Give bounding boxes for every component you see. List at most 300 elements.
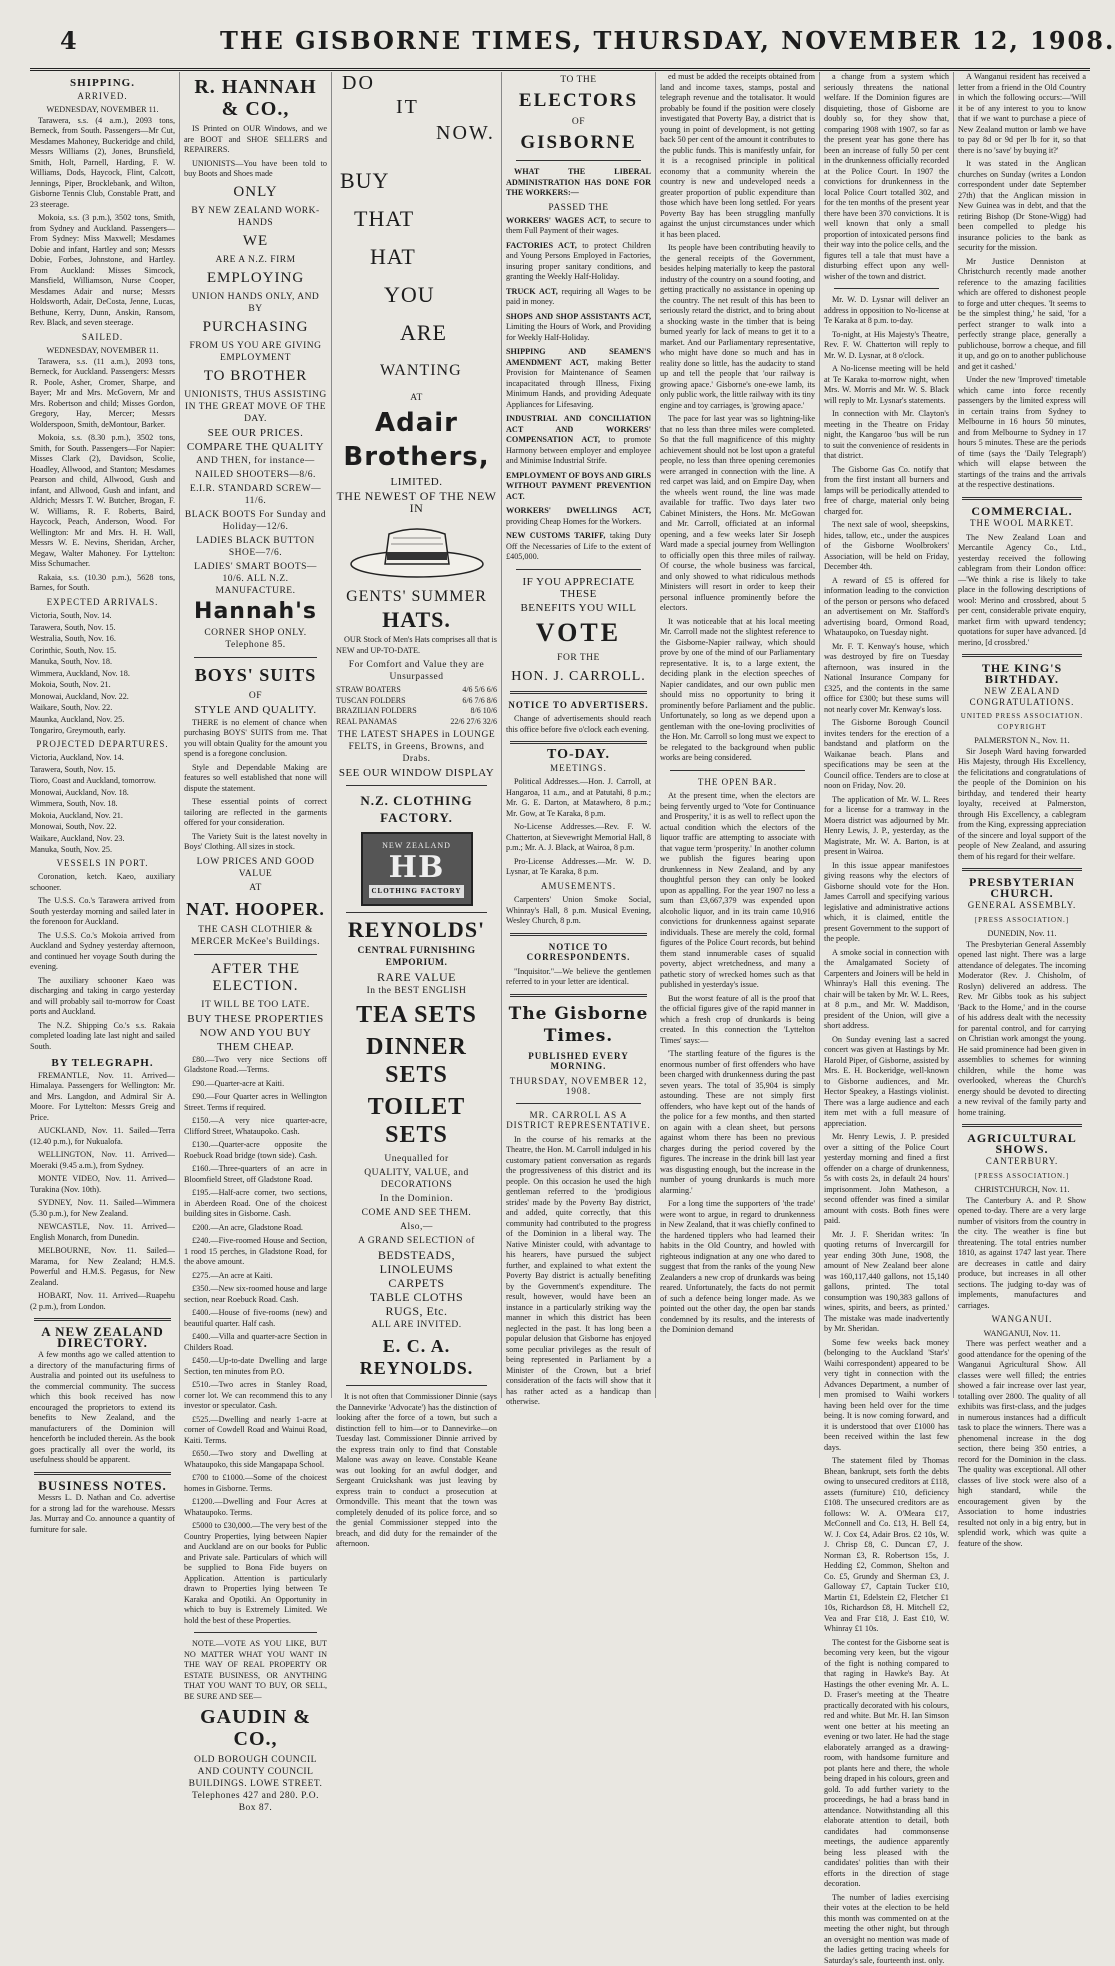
news-paragraph: The Gisborne Gas Co. notify that from the first instant all burners and lamps will be periodically attended to free of charge, material only being charged for. [824, 465, 949, 518]
act-body: to promote Harmony between employer and employee and Minimise Industrial Strife. [506, 435, 651, 465]
notice-adv-heading: NOTICE TO ADVERTISERS. [506, 700, 651, 711]
divider [510, 933, 647, 936]
boys-style: STYLE AND QUALITY. [184, 704, 327, 716]
reynolds-name: REYNOLDS' [336, 919, 497, 941]
list-item: Tongariro, Greymouth, early. [30, 726, 175, 737]
list-item: Manuka, South, Nov. 18. [30, 657, 175, 668]
telegraph-paragraph: MELBOURNE, Nov. 11. Sailed—Marama, for New Zealand; H.M.S. Powerful and H.M.S. Pegasus, for New Zealand. [30, 1246, 175, 1288]
news-paragraph: The statement filed by Thomas Bhean, bankrupt, sets forth the debts owing to unsecured creditors at £118, assets (furniture) £10, deficiency £108. The unsecured creditors are as follows: W. A. O'Meara £17, McConnell and Co. £13, H. Bell £4, W. J. Cox £4, Adair Bros. £2 10s, W. J. Chrisp £8, C. Duncan £7, J. Norman £3, R. Robertson 15s, J. Hedding £2, Common, Shelton and Co. £5, Grundy and Sherman £3, J. Galloway £7, Captain Tucker £10, Martin £1, Edelstein £2, Fletcher £1 10s, Richardson £8, H. Mitchell £2, Vea and Frar £18, J. East £10, W. Whinray £1 10s. [824, 1456, 949, 1635]
telegraph-paragraph: AUCKLAND, Nov. 11. Sailed—Terra (12.40 p.m.), for Nukualofa. [30, 1126, 175, 1147]
projected-heading: PROJECTED DEPARTURES. [30, 739, 175, 750]
divider [516, 1103, 641, 1104]
amusements-heading: AMUSEMENTS. [506, 881, 651, 892]
press-assoc: [PRESS ASSOCIATION.] [958, 915, 1086, 926]
editorial-paragraph: It was noticeable that at his local meeting Mr. Carroll made not the slightest reference to the Gisborne-Napier railway, which should prove by one of the mind of our Parliamentary representative. It is, to a large extent, the deciding plank in the election speeches of Napier candidates, and our own public men should miss no opportunity to bring it prominently before Parliament and the public. Unfortunately, so long as we depend upon a gentleman with the one-loving proclivities of the Hon. Mr. Carroll so long must we expect to be relegated to the background when public works are being considered. [660, 617, 815, 764]
price-value: 6/6 7/6 8/6 [462, 696, 497, 707]
property-listing: £130.—Quarter-acre opposite the Roebuck Road bridge (town side). Cash. [184, 1140, 327, 1161]
boys-suits: BOYS' SUITS [184, 664, 327, 686]
divider [34, 1472, 171, 1475]
open-bar-heading: THE OPEN BAR. [660, 777, 815, 788]
divider [346, 912, 487, 913]
telegraph-paragraph: HOBART, Nov. 11. Arrived—Ruapehu (2 p.m.), from London. [30, 1291, 175, 1312]
hannah-paragraph: IS Printed on OUR Windows, and we are BOOT and SHOE SELLERS and REPAIRERS. [184, 124, 327, 156]
arrived-heading: ARRIVED. [30, 91, 175, 102]
directory-paragraph: A few months ago we called attention to a directory of the manufacturing firms of Australia and pointed out its usefulness to the commercial community. The success which this book received has now encouraged the proprietors to extend its benefits to New Zealand, and the manufacturers of the Dominion will henceforth be included therein. As the book goes practically all over the world, its usefulness should be apparent. [30, 1350, 175, 1466]
editorial-paragraph: The pace for last year was so lightning-like that no less than three miles were completed. So that the full magnificence of this mighty achievement should not be lost upon a grateful people, no less than three opening ceremonies were arranged in connection with the line. A red carpet was laid, and on Empire Day, when the wheels went round, the line was made available for traffic. Two days later two Cabinet Ministers, the Hons. Mr. McGowan and Mr. Carroll, officiated at an informal opening, and a few weeks later Sir Joseph Ward made a special journey from Wellington to officially open this three miles of railway. Of course, the whole business was farcical, and only showed to what ridiculous methods Ministers will resort in order to keep their personal influence prominently before the electors. [660, 414, 815, 614]
dateline: PALMERSTON N., Nov. 11. [958, 736, 1086, 747]
editorial-paragraph: 'The startling feature of the figures is the enormous number of first offenders who have been charged with drunkenness during the past seven years. The total of 35,904 is simply astounding. These are not simply first offenders, who have kept out of the hands of the police for a few months, and then started on again with a clean sheet, but persons against whom there has been no previous charges during the period covered by the figures. The increase in the drink bill last year was disgusting enough, but the increase in the number of young drunkards is much more alarming.' [660, 1049, 815, 1196]
act-item [506, 471, 651, 503]
hats-comfort: For Comfort and Value they are Unsurpassed [336, 659, 497, 683]
editorial-paragraph: Its people have been contributing heavily to the general receipts of the Government, besides helping materially to keep the pastoral industry of the country on a sound footing, and getting practically no assistance in opening up the country. The net result of this has been to seriously retard the district, and to bring about a shocking waste in the timber that is being burned yearly for lack of means to get it to a market. And our Parliamentary representative, who might have done so much and has in reality done so little, has the audacity to stand up and tell the people that 'our railway is growing apace.' Gisborne's one-ewe lamb, its only public work, the little railway with its tiny engine and toy carriages, is 'growing apace.' [660, 243, 815, 411]
telegraph-paragraph: SYDNEY, Nov. 11. Sailed—Wimmera (5.30 p.m.), for New Zealand. [30, 1198, 175, 1219]
adair-name: Brothers, [336, 442, 497, 472]
nz-factory: N.Z. CLOTHING FACTORY. [336, 792, 497, 826]
divider [194, 657, 317, 658]
act-title: SHOPS AND SHOP ASSISTANTS ACT, [506, 312, 651, 321]
dateline: WANGANUI, Nov. 11. [958, 1329, 1086, 1340]
list-item: Wimmera, South, Nov. 18. [30, 799, 175, 810]
boys-of: OF [184, 690, 327, 702]
hb-bottom: CLOTHING FACTORY [369, 885, 465, 898]
buy-word: ARE [340, 314, 497, 352]
divider [670, 770, 805, 771]
hannah-line: UNION HANDS ONLY, AND BY [184, 291, 327, 315]
list-item: Mokoia, Auckland, Nov. 21. [30, 811, 175, 822]
news-paragraph: In connection with Mr. Clayton's meeting in the Theatre on Friday night, the Kangaroo 'bus will be run to suit the convenience of residents in that district. [824, 409, 949, 462]
news-paragraph: Some few weeks back money (belonging to the Auckland 'Star's' Waihi correspondent) appeared to be very tight in connection with the Advances Department, a number of men promised to Waihi workers having been held over for the time being. It is now coming forward, and it is understood that over £1000 has been received within the last few days. [824, 1338, 949, 1454]
boys-paragraph: The Variety Suit is the latest novelty in Boys' Clothing. All sizes in stock. [184, 832, 327, 853]
reynolds-item: RUGS, Etc. [336, 1305, 497, 1317]
boys-low-prices: LOW PRICES AND GOOD VALUE [184, 856, 327, 880]
adair-limited: LIMITED. [336, 476, 497, 488]
news-paragraph: A reward of £5 is offered for information leading to the conviction of the person or persons who defaced an advertisement on Mr. Stafford's advertising board, Ormond Road, Whataupoko, on Tuesday night. [824, 576, 949, 639]
business-paragraph: Messrs L. D. Nathan and Co. advertise for a strong lad for the warehouse. Messrs Jas. Murray and Co. announce a quantity of furniture for sale. [30, 1493, 175, 1535]
act-title: WORKERS' WAGES ACT, [506, 216, 606, 225]
notice-corr-paragraph: "Inquisitor."—We believe the gentlemen referred to in your letter are identical. [506, 967, 651, 988]
news-paragraph: The contest for the Gisborne seat is becoming very keen, but the vigour of the fight is nothing compared to that raging in Hawke's Bay. At Hastings the other evening Mr. A. L. D. Fraser's meeting at the Theatre practically decorated with his colours, red and white. But Mr. H. Ian Simson went one better at his meeting an evening or two later. He had the stage elaborately arranged as a drawing-room, with handsome furniture and pot plants here and there, the whole being draped in his colours, green and gold. To add further variety to the proceedings, he had a brass band in attendance. Notwithstanding all this elaborate attention to detail, both candidates had commonsense meetings, the audience apparently being less pleased with the candidates' polities than with their efforts in the direction of stage decoration. [824, 1638, 949, 1890]
meetings-heading: MEETINGS. [506, 763, 651, 774]
kings-birthday-heading: THE KING'S BIRTHDAY. [958, 663, 1086, 684]
hb-mid: HB [389, 851, 445, 885]
property-listing: £240.—Five-roomed House and Section, 1 rood 15 perches, in Gladstone Road, for the above amount. [184, 1236, 327, 1268]
hb-top: NEW ZEALAND [382, 841, 451, 852]
news-paragraph: A No-license meeting will be held at Te Karaka to-morrow night, when Mrs. W. Morris and Mr. W. S. Black will reply to Mr. Lysnar's statements. [824, 364, 949, 406]
property-listing: £275.—An acre at Kaiti. [184, 1271, 327, 1282]
buy-word: THAT [340, 200, 497, 238]
hats-window: SEE OUR WINDOW DISPLAY [336, 767, 497, 779]
act-item [506, 312, 651, 344]
adair-at: AT [336, 392, 497, 404]
act-body: to protect Children and Young Persons Employed in Factories, insuring proper sanitary conditions, and granting the Weekly Half-Holiday. [506, 241, 651, 282]
shipping-heading: SHIPPING. [30, 78, 175, 89]
wool-paragraph: The New Zealand Loan and Mercantile Agency Co., Ltd., yesterday received the following cablegram from their London office:—'We think a rise is likely to take place in the following descriptions of wool: Merino and crossbred, about 5 per cent, considerable private enquiry, market firm with upward tendency; quotations for super have advanced. [d merino, [d crossbred.' [958, 533, 1086, 649]
press-assoc: [PRESS ASSOCIATION.] [958, 1171, 1086, 1182]
reynolds-item: LINOLEUMS [336, 1263, 497, 1275]
do-it-now [336, 72, 497, 162]
editorial-paragraph: At the present time, when the electors are being fervently urged to 'Vote for Continuance and Prosperity,' it is as well to reflect upon the actual condition which the electors of the liquor traffic are attempting to associate with that vague term 'prosperity.' In another column we publish the figures bearing upon drunkenness in New Zealand, and by any thoughtful person they can only be looked upon as appalling. For the year 1907 no less a sum than £3,667,379 was expended upon alcoholic liquor, and in its train came 10,916 convictions for drunkenness against separate individuals. These are merely the cold, formal figures of the Police Court records, but behind them stand innumerable cases of squalid poverty, abject wretchedness, and many a pathetic story of wrecked homes such as that published in yesterday's issue. [660, 791, 815, 991]
act-item [506, 414, 651, 467]
reynolds-line: In the Dominion. [336, 1193, 497, 1205]
editorial-paragraph: But the worst feature of all is the proof that the official figures give of the rapid manner in which a fresh crop of drunkards is being created. In this connection the 'Lyttelton Times' says:— [660, 994, 815, 1047]
divider [834, 288, 939, 289]
hooper-name: NAT. HOOPER. [184, 898, 327, 920]
hats-paragraph: OUR Stock of Men's Hats comprises all that is NEW and UP-TO-DATE. [336, 635, 497, 656]
notice-adv-paragraph: Change of advertisements should reach this office before five o'clock each evening. [506, 714, 651, 735]
news-paragraph: The application of Mr. W. L. Rees for a license for a tramway in the Moera district was adjourned by Mr. Henry Lewis, J. P., yesterday, as the Magistrate, Mr. W. A. Barton, is at present in Wairoa. [824, 795, 949, 858]
divider [962, 654, 1082, 657]
toilet-sets: TOILET SETS [336, 1093, 497, 1149]
column-ads-center [336, 72, 502, 1398]
hannah-line: AND THEN, for instance— [184, 455, 327, 467]
list-item: Manuka, South, Nov. 25. [30, 845, 175, 856]
telegraph-paragraph: FREMANTLE, Nov. 11. Arrived—Himalaya. Passengers for Wellington: Mr. and Mrs. Langdon, and Admiral Sir A. Moore. For Lyttelton: Messrs Greig and Price. [30, 1071, 175, 1124]
hooper-sub: THE CASH CLOTHIER & MERCER McKee's Buildings. [184, 924, 327, 948]
act-title: SHIPPING AND SEAMEN'S AMENDMENT ACT, [506, 347, 651, 367]
hannah-name: R. HANNAH & CO., [184, 76, 327, 120]
hannah-purchasing: PURCHASING [184, 319, 327, 336]
gaudin-note: NOTE.—VOTE AS YOU LIKE, BUT NO MATTER WHAT YOU WANT IN THE WAY OF REAL PROPERTY OR ESTATE BUSINESS, OR ANYTHING THAT YOU WANT TO BUY, OR SELL, BE SURE AND SEE— [184, 1639, 327, 1702]
property-listing: £700 to £1000.—Some of the choicest homes in Gisborne. Terms. [184, 1473, 327, 1494]
act-item [506, 531, 651, 563]
news-paragraph: Mr. J. F. Sheridan writes: 'In quoting returns of Invercargill for year ending 30th June, 1908, the amount of New Zealand beer alone was 160,117,440 gallons, not 15,140 gallons, printed. The total consumption was 190,383 gallons of wines, spirits, and beers, as printed.' The mistake was made inadvertently by Mr. Sheridan. [824, 1230, 949, 1335]
published-line: PUBLISHED EVERY MORNING. [506, 1051, 651, 1072]
to-the: TO THE [506, 74, 651, 86]
news-paragraph: A smoke social in connection with the Amalgamated Society of Carpenters and Joiners will be held in Whinray's Hall this evening. The chair will be taken by Mr. W. L. Rees, at 8 p.m., and Mr. W. Maddison, president of the Union, will give a short address. [824, 948, 949, 1032]
news-paragraph: Mr. Henry Lewis, J. P. presided over a sitting of the Police Court yesterday morning and fined a first offender on a charge of drunkenness, 5s with costs 2s, in default 24 hours' imprisonment. John Matheson, a second offender was fined a similar amount with costs. Both fines were paid. [824, 1132, 949, 1227]
divider [346, 785, 487, 786]
carroll-article-paragraph: In the course of his remarks at the Theatre, the Hon. M. Carroll indulged in his customary patient conversation as regards the progressiveness of this district and its people. On this occasion he used the high gentleman referred to the 'prodigious strides' made by the Poverty Bay district, and added, quite correctly, that this community had contributed to the progress of the Dominion in a liberal way. The Native Minister could, with advantage to his hearers, have pursued the subject further, and explained to what extent the Poverty Bay district is actually benefiting by the Government's expenditure. The result, however, would have been an instance in a particularly striking way the manner in which this district has been neglected in the past. It has long been a popular delusion that Gisborne has enjoyed some peculiar privileges as the result of being represented in Parliament by a Minister of the Crown, but a brief consideration of the facts will show that it has rather acted as a handicap than otherwise. [506, 1135, 651, 1408]
masthead-title: THE GISBORNE TIMES, THURSDAY, NOVEMBER 12, 1908. [220, 26, 1115, 55]
act-item [506, 287, 651, 308]
list-item: Waikare, South, Nov. 22. [30, 703, 175, 714]
arrived-date: WEDNESDAY, NOVEMBER 11. [30, 105, 175, 116]
hannah-compare: COMPARE THE QUALITY [184, 441, 327, 453]
meetings-paragraph: No-License Addresses.—Rev. F. W. Chatterton, at Sievewright Memorial Hall, 8 p.m.; Mr. A. J. Black, at Wairoa, 8 p.m. [506, 822, 651, 854]
act-item [506, 241, 651, 283]
it-word: IT [396, 102, 419, 113]
eca-reynolds: E. C. A. REYNOLDS. [336, 1335, 497, 1379]
dateline: DUNEDIN, Nov. 11. [958, 929, 1086, 940]
wool-market-heading: THE WOOL MARKET. [958, 518, 1086, 529]
arrived-paragraph: Mokoia, s.s. (3 p.m.), 3502 tons, Smith, from Sydney and Auckland. Passengers—From Sydney: Miss Maxwell; Mesdames Dobie and infant, Hartley and son; Messrs Dobie, Forbes, Johnstone, and Hartley. From Auckland: Misses Simcock, Mansfield, Williamson, Nurse Cooper, Mesdames Adair and nurse; Messrs Holdsworth, Adair, DeCosta, Jenne, Lucas, Bethune, Kerry, Dunn, Anskin, Ransom, Rev. Black, and seven steerage. [30, 213, 175, 329]
news-paragraph: There was perfect weather and a good attendance for the opening of the Wanganui Agricultural Show. All classes were well filled; the entries showed a fair increase over last year, totalling over 2800. The quality of all exhibits was first-class, and the judges in numerous instances had a difficult task to place the winners. There was a phenomenal increase in the dog section, there being 350 entries, a record for the Dominion in the class. The quality was exceptional. All other classes of live stock were also of a high standard, while the encouragement given by the Association to home industries resulted not only in a big entry, but in splendid work, which was quite a feature of the show. [958, 1339, 1086, 1549]
agricultural-heading: AGRICULTURAL SHOWS. [958, 1133, 1086, 1154]
news-paragraph: Under the new 'Improved' timetable which came into force recently passengers by the limited express will in certain trains from Sydney to Melbourne in 16 hours 50 minutes, and from Melbourne to Sydney in 17 hours 5 minutes. These are the periods of time (says the 'Daily Telegraph') which will elapse between the startings of the trains and the arrivals at the respective destinations. [958, 375, 1086, 491]
telegraph-paragraph: MONTE VIDEO, Nov. 11. Arrived—Turakina (Nov. 10th). [30, 1174, 175, 1195]
act-body: to secure to them Full Payment of their wages. [506, 216, 651, 236]
telegraph-paragraph: NEWCASTLE, Nov. 11. Arrived—English Monarch, from Dunedin. [30, 1222, 175, 1243]
gents-summer: GENTS' SUMMER [336, 588, 497, 605]
reynolds-english: In the BEST ENGLISH [336, 985, 497, 997]
gaudin-sub: OLD BOROUGH COUNCIL AND COUNTY COUNCIL BUILDINGS. LOWE STREET. Telephones 427 and 280. P.O. Box 87. [184, 1754, 327, 1814]
port-paragraph: The N.Z. Shipping Co.'s s.s. Rakaia completed loading late last night and sailed South. [30, 1021, 175, 1053]
business-heading: BUSINESS NOTES. [30, 1481, 175, 1492]
divider [510, 741, 647, 744]
editorial-paragraph: For a long time the supporters of 'the trade' were wont to argue, in regard to drunkenness in New Zealand, that it was chiefly confined to the hardened tipplers who had learned their habits in the Old Country, and howled with righteous indignation at any one who dared to suggest that from the ranks of the young New Zealanders a new crop of drunkards was being reared. Unfortunately, the facts do not permit of such a defence being longer made. As we pointed out the other day, the open bar stands condemned by its results, and the interests of the Dominion demand [660, 1199, 815, 1336]
property-listing: £150.—A very nice quarter-acre, Clifford Street, Whataupoko. Cash. [184, 1116, 327, 1137]
divider [346, 1385, 487, 1386]
closing-paragraph: It is not often that Commissioner Dinnie (says the Dannevirke 'Advocate') has the distinction of looking after the force of a town, but such a distinction fell to him—or to Dannevirke—on Tuesday last. Commissioner Dinnie arrived by the express train only to find that Constable Malone was away on leave. Constable Keane was out looking for an awful dodger, and Sergeant Cruickshank was just leaving by express train to conduct a prosecution at Ormondville. This meant that the town was completely denuded of its police force, and so the genial Commissioner stepped into the breach, and did duty for the remainder of the afternoon. [336, 1392, 497, 1550]
divider [516, 569, 641, 570]
hannah-line: UNIONISTS, THUS ASSISTING IN THE GREAT MOVE OF THE DAY. [184, 389, 327, 425]
port-paragraph: Coronation, ketch. Kaeo, auxiliary schooner. [30, 872, 175, 893]
list-item: Tarawera, South, Nov. 15. [30, 623, 175, 634]
list-item: Tioro, Coast and Auckland, tomorrow. [30, 776, 175, 787]
expected-list [30, 611, 175, 737]
reynolds-item: TABLE CLOTHS [336, 1291, 497, 1303]
property-listing: £160.—Three-quarters of an acre in Bloomfield Street, off Gladstone Road. [184, 1164, 327, 1185]
buy-word: HAT [340, 238, 497, 276]
price-name: TUSCAN FOLDERS [336, 696, 406, 707]
passed-the: PASSED THE [506, 202, 651, 214]
property-listing: £80.—Two very nice Sections off Gladstone Road.—Terms. [184, 1055, 327, 1076]
vote-heading: VOTE [506, 618, 651, 648]
hannah-item: E.I.R. STANDARD SCREW—11/6. [184, 483, 327, 507]
property-listing: £400.—House of five-rooms (new) and beautiful quarter. Half cash. [184, 1308, 327, 1329]
list-item: Waikare, Auckland, Nov. 23. [30, 834, 175, 845]
issue-date: THURSDAY, NOVEMBER 12, 1908. [506, 1076, 651, 1097]
property-listing: £350.—New six-roomed house and large section, near Roebuck Road. Cash. [184, 1284, 327, 1305]
directory-heading: A NEW ZEALAND DIRECTORY. [30, 1327, 175, 1348]
liberal-intro: WHAT THE LIBERAL ADMINISTRATION HAS DONE FOR THE WORKERS:— [506, 167, 651, 199]
telegraph-heading: BY TELEGRAPH. [30, 1058, 175, 1069]
column-telegrams [958, 72, 1090, 1398]
news-paragraph: Mr. F. T. Kenway's house, which was destroyed by fire on Tuesday afternoon, was insured in the National Insurance Company for £325, and the contents in the same office for £300; but these sums will not nearly cover Mr. Kenway's loss. [824, 642, 949, 716]
list-item: Maunka, Auckland, Nov. 25. [30, 715, 175, 726]
property-listing: £90.—Quarter-acre at Kaiti. [184, 1079, 327, 1090]
hannah-item: NAILED SHOOTERS—8/6. [184, 469, 327, 481]
hannah-see-prices: SEE OUR PRICES. [184, 427, 327, 439]
news-paragraph: The Gisborne Borough Council invites tenders for the erection of a bandstand and platform on the Waikanae beach. Plans and specifications may be seen at the Council office. Tenders are to close at noon on Friday, Nov. 20. [824, 718, 949, 792]
meetings-paragraph: Pro-License Addresses.—Mr. W. D. Lysnar, at Te Karaka, 8 p.m. [506, 857, 651, 878]
boys-paragraph: Style and Dependable Making are features so well established that none will dispute the statement. [184, 763, 327, 795]
election-line: THEM CHEAP. [184, 1041, 327, 1053]
column-editorial [660, 72, 820, 1398]
port-paragraph: The U.S.S. Co.'s Tarawera arrived from South yesterday morning and sailed later in the forenoon for Auckland. [30, 896, 175, 928]
news-paragraph: Sir Joseph Ward having forwarded His Majesty, through His Excellency, the felicitations and congratulations of the people of the Dominion on his birthday, and tendered their hearty loyalty, received at Palmerston, through His Excellency, a cablegram from the King, expressing appreciation of the sincere and loyal support of the people of New Zealand, and assuring them of his regard for their welfare. [958, 747, 1086, 863]
hannah-line: CORNER SHOP ONLY. Telephone 85. [184, 627, 327, 651]
masthead [30, 24, 1090, 71]
editorial-paragraph: ed must be added the receipts obtained from land and income taxes, stamps, postal and telegraph revenue and the totalisator. It would probably be found if the position were closely investigated that Poverty Bay, a district that is young in point of development, is not getting back 50 per cent of the amount it contributes to the public funds. This is manifestly unfair, for it is a recognised principle in political economy that a community wherein the country is new and undeveloped needs a greater proportion of public expenditure than those which have been long settled. For years Poverty Bay has been struggling manfully against the unjust circumstances under which it has been placed. [660, 72, 815, 240]
hannahs-logo: Hannah's [184, 601, 327, 623]
buy-word: BUY [340, 162, 497, 200]
meetings-paragraph: Political Addresses.—Hon. J. Carroll, at Hangaroa, 11 a.m., and at Patutahi, 8 p.m.; Mr. G. E. Darton, at Matawhero, 8 p.m.; Mr. Gow, at Te Karaka, 8 p.m. [506, 777, 651, 819]
news-paragraph: On Sunday evening last a sacred concert was given at Hastings by Mr. Harold Piper, of Gisborne, assisted by Mrs. E. H. Bockeridge, well-known to Gisborne audiences, and Mr. Hector Speakey, a Hastings violinist. There was a large audience and each item met with a full measure of appreciation. [824, 1035, 949, 1130]
property-listing: £510.—Two acres in Stanley Road, corner lot. We can recommend this to any investor or speculator. Cash. [184, 1380, 327, 1412]
price-value: 22/6 27/6 32/6 [450, 717, 497, 728]
act-title: INDUSTRIAL AND CONCILIATION ACT AND WORKERS' COMPENSATION ACT, [506, 414, 651, 444]
divider [510, 994, 647, 997]
boys-paragraph: THERE is no element of chance when purchasing BOYS' SUITS from me. That you will obtain Quality for the amount you spend is a foregone conclusion. [184, 718, 327, 760]
property-listing: £650.—Two story and Dwelling at Whataupoko, this side Mangapapa School. [184, 1449, 327, 1470]
price-row [336, 685, 497, 696]
expected-heading: EXPECTED ARRIVALS. [30, 597, 175, 608]
reynolds-line: A GRAND SELECTION of [336, 1235, 497, 1247]
divider [962, 497, 1082, 500]
column-local-news [824, 72, 954, 1398]
act-item [506, 506, 651, 527]
dinner-sets: DINNER SETS [336, 1033, 497, 1089]
hats-heading: HATS. [336, 609, 497, 631]
news-paragraph: The number of ladies exercising their votes at the election to be held this month was commented on at the meeting the other night, but through an oversight no mention was made of the ladies getting tracing wheels for Saturday's sale, fourteenth inst. only. [824, 1893, 949, 1966]
commercial-heading: COMMERCIAL. [958, 506, 1086, 517]
port-heading: VESSELS IN PORT. [30, 858, 175, 869]
port-paragraph: The auxiliary schooner Kaeo was discharging and taking in cargo yesterday and will probably sail to-morrow for Coast ports and Auckland. [30, 976, 175, 1018]
telegraph-paragraph: WELLINGTON, Nov. 11. Arrived—Moeraki (9.45 a.m.), from Sydney. [30, 1150, 175, 1171]
property-listing: £450.—Up-to-date Dwelling and large Section, ten minutes from P.O. [184, 1356, 327, 1377]
news-paragraph: The Canterbury A. and P. Show opened to-day. There are a very large number of visitors from the country in the city. The weather is fine but threatening. The total entries number 1810, as against 1747 last year. There are decreases in cattle and dairy produce, but increases in all other sections. The judging to-day was of implements, manufactures and carriages. [958, 1196, 1086, 1312]
column-ads-left [184, 72, 332, 1398]
press-assoc: UNITED PRESS ASSOCIATION. COPYRIGHT [958, 711, 1086, 732]
sailed-date: WEDNESDAY, NOVEMBER 11. [30, 346, 175, 357]
news-paragraph: Mr. W. D. Lysnar will deliver an address in opposition to No-license at Te Karaka at 8 p.m. to-day. [824, 295, 949, 327]
price-name: STRAW BOATERS [336, 685, 401, 696]
appreciate-line: IF YOU APPRECIATE THESE [506, 576, 651, 600]
election-line: IT WILL BE TOO LATE. [184, 999, 327, 1011]
notice-corr-heading: NOTICE TO CORRESPONDENTS. [506, 942, 651, 963]
list-item: Monowai, Auckland, Nov. 18. [30, 788, 175, 799]
arrived-paragraph: Tarawera, s.s. (4 a.m.), 2093 tons, Berneck, from South. Passengers—Mr Cut, Mesdames Mahoney, Buckeridge and child, Messrs Williams (2), Jones, Brunsfield, Smith, Holt, Parnell, Harding, F. W. Williams, Dods, Haycock, Flint, Calcott, Jennings, Piper, Brocklebank, and Wilton, Gisborne Tennis Club, Constable Pratt, and 23 steerage. [30, 116, 175, 211]
electors-of: OF [506, 116, 651, 128]
sailed-heading: SAILED. [30, 332, 175, 343]
reynolds-item: CARPETS [336, 1277, 497, 1289]
property-listing: £90.—Four Quarter acres in Wellington Street. Terms if required. [184, 1092, 327, 1113]
carroll-name: HON. J. CARROLL. [506, 668, 651, 685]
price-row [336, 696, 497, 707]
act-title: EMPLOYMENT OF BOYS AND GIRLS WITHOUT PAYMENT PREVENTION ACT. [506, 471, 651, 501]
hannah-line: BY NEW ZEALAND WORK-HANDS [184, 205, 327, 229]
today-heading: TO-DAY. [506, 750, 651, 761]
property-listing: £400.—Villa and quarter-acre Section in Childers Road. [184, 1332, 327, 1353]
hannah-we: WE [184, 233, 327, 250]
boys-paragraph: These essential points of correct tailoring are reflected in the garments offered for your consideration. [184, 797, 327, 829]
reynolds-line: Unequalled for [336, 1153, 497, 1165]
price-row [336, 717, 497, 728]
presbyterian-heading: PRESBYTERIAN CHURCH. [958, 877, 1086, 898]
buy-word: WANTING [340, 352, 497, 390]
election-line: NOW AND YOU BUY [184, 1027, 327, 1039]
now-word: NOW. [436, 128, 495, 139]
sailed-paragraph: Tarawera, s.s. (11 a.m.), 2093 tons, Berneck, for Auckland. Passengers: Messrs R. Poole, Asher, Cromer, Sharpe, and Bayer; Mr and Mrs. McGovern, Mr and Mrs. Robertson and child; Misses Gordon, Gregory, Hay, Mercer; Messrs Wolderspoon, Smith, deMontour, Barker. [30, 357, 175, 431]
nz-congrat-heading: NEW ZEALAND CONGRATULATIONS. [958, 686, 1086, 707]
hb-logo [361, 832, 473, 906]
buy-stack [336, 162, 497, 390]
do-word: DO [342, 78, 375, 89]
list-item: Tarawera, South, Nov. 15. [30, 765, 175, 776]
news-paragraph: In this issue appear manifestoes giving reasons why the electors of Gisborne should vote for the Hon. James Carroll and specifying various legislative and administrative actions which, it is claimed, entitle the present Government to the support of the people. [824, 861, 949, 945]
divider [962, 1124, 1082, 1127]
divider [510, 691, 647, 694]
act-item [506, 347, 651, 410]
election-heading: AFTER THE ELECTION. [184, 961, 327, 995]
benefits-line: BENEFITS YOU WILL [506, 602, 651, 614]
election-line: BUY THESE PROPERTIES [184, 1013, 327, 1025]
page-number: 4 [60, 26, 77, 55]
carroll-article-heading: MR. CARROLL AS A DISTRICT REPRESENTATIVE. [506, 1110, 651, 1131]
news-paragraph: The Presbyterian General Assembly opened last night. There was a large attendance of delegates. The incoming Moderator (Rev. J. Chisholm, of Roslyn) delivered an address. The Rev. Mr Gibbs took as his subject 'Back to the Home,' and in the course of his address dealt with the necessity for parental control, and for carrying on Christian work amongst the young. He said prominence had been given in assemblies to schemes for winning children, while the home was overlooked, whereas the Church's energy should be devoted to directing a new revival of the family party and home training. [958, 940, 1086, 1119]
gaudin-name: GAUDIN & CO., [184, 1706, 327, 1750]
act-body: taking Duty Off the Necessaries of Life to the extent of £405,000. [506, 531, 651, 561]
for-the: FOR THE [506, 652, 651, 664]
list-item: Monowai, South, Nov. 22. [30, 822, 175, 833]
news-paragraph: A Wanganui resident has received a letter from a friend in the Old Country in which the following occurs:—'Will it be of any interest to you to know that if we want to purchase a piece of New Zealand mutton or lamb we have to pay 8d or 9d per lb for it, so that there is no 'save' by buying it?' [958, 72, 1086, 156]
reynolds-line: QUALITY, VALUE, and DECORATIONS [336, 1167, 497, 1191]
divider [194, 1632, 317, 1633]
act-title: NEW CUSTOMS TARIFF, [506, 531, 605, 540]
news-paragraph: Mr Justice Denniston at Christchurch recently made another reference to the amazing facilities which are offered to dishonest people to forge and utter cheques. 'It seems to be the simplest thing,' he said, 'for a perfect stranger to walk into a perfectly strange place, generally a publichouse, borrow a cheque, and fill it up, and go on to another publichouse and get it cashed.' [958, 257, 1086, 373]
price-value: 8/6 10/6 [471, 706, 497, 717]
sailed-paragraph: Mokoia, s.s. (8.30 p.m.), 3502 tons, Smith, for South. Passengers—For Napier: Misses Clark (2), Davidson, Scolie, Hoadley, Allwood, and Stanton; Mesdames Pearson and child, Allwood, Gush and infant, and Allwood, Gush and infant, and Aldrich; Messrs T. W. Butcher, Brogan, F. W. Williams, R. F. Roberts, Baird, Haycock, Peach, Anderson, Wood. For Wellington: Mr and Mrs. H. H. Wall, Messrs W. E. Nevins, Sheridan, Archer, Megaw, Walter Mahoney. For Lyttelton: Miss Schumacher. [30, 433, 175, 570]
adair-newest: THE NEWEST OF THE NEW IN [336, 490, 497, 514]
divider [34, 1318, 171, 1321]
list-item: Westralia, South, Nov. 16. [30, 634, 175, 645]
property-listing: £5000 to £30,000.—The very best of the Country Properties, lying between Napier and Auckland are on our books for Public and Private sale. Particulars of which will be supplied to Bona Fide buyers on Application. Attention is particularly drawn to Properties lying between Te Karaka and Opotiki. An Opportunity in which to buy is Extremely Limited. We hold the best of these Properties. [184, 1521, 327, 1626]
hannah-line: ARE A N.Z. FIRM [184, 254, 327, 266]
act-title: TRUCK ACT, [506, 287, 558, 296]
gisborne-times-title: The Gisborne Times. [506, 1003, 651, 1047]
tea-sets: TEA SETS [336, 1001, 497, 1029]
property-listing: £1200.—Dwelling and Four Acres at Whataupoko. Terms. [184, 1497, 327, 1518]
list-item: Wimmera, Auckland, Nov. 18. [30, 669, 175, 680]
price-name: REAL PANAMAS [336, 717, 397, 728]
reynolds-item: BEDSTEADS, [336, 1249, 497, 1261]
hannah-employing: EMPLOYING [184, 270, 327, 287]
property-listing: £200.—An acre, Gladstone Road. [184, 1223, 327, 1234]
news-paragraph: It was stated in the Anglican churches on Sunday (writes a London correspondent under date September 27th) that the Anglican mission in New Guinea was in debt, and that the retiring Bishop (Dr Stone-Wigg) had been compelled to pledge his insurance policies to the bank as security for the mission. [958, 159, 1086, 254]
list-item: Victoria, South, Nov. 14. [30, 611, 175, 622]
news-paragraph: a change from a system which seriously threatens the national welfare. If the Dominion figures are disquieting, those of Gisborne are doubly so, for they show that, comparing 1908 with 1907, so far as the present year has gone there has been an increase of fully 50 per cent in the drunkenness officially recorded at the Police Court. In 1907 the convictions for drunkenness in the local Police Court totalled 302, and for the ten months of the present year there have been 370 convictions. It is well known that only a small proportion of intoxicated persons find their way into the police cells, and the figures tell a tale that must have a disturbing effect upon any well-wisher of the town and district. [824, 72, 949, 282]
dateline: CHRISTCHURCH, Nov. 11. [958, 1185, 1086, 1196]
reynolds-rare: RARE VALUE [336, 971, 497, 983]
wanganui-heading: WANGANUI. [958, 1314, 1086, 1325]
canterbury-heading: CANTERBURY. [958, 1156, 1086, 1167]
act-body: making Better Provision for Maintenance of Seamen incapacitated through Illness, Fixing Minimum Hands, and providing Adequate Appliances for Lifesaving. [506, 358, 651, 409]
list-item: Mokoia, South, Nov. 21. [30, 680, 175, 691]
assembly-heading: GENERAL ASSEMBLY. [958, 900, 1086, 911]
news-paragraph: To-night, at His Majesty's Theatre, Rev. F. W. Chatterton will reply to Mr. W. D. Lysnar, at 8 o'clock. [824, 330, 949, 362]
divider [194, 954, 317, 955]
reynolds-invited: ALL ARE INVITED. [336, 1319, 497, 1331]
property-listing: £525.—Dwelling and nearly 1-acre at corner of Cowdell Road and Wainui Road, Kaiti. Terms. [184, 1415, 327, 1447]
divider [962, 868, 1082, 871]
act-title: FACTORIES ACT, [506, 241, 577, 250]
hannah-item: LADIES' SMART BOOTS—10/6. ALL N.Z. MANUFACTURE. [184, 561, 327, 597]
amusements-paragraph: Carpenters' Union Smoke Social, Whinray's Hall, 8 p.m. Musical Evening, Wesley Church, 8 p.m. [506, 895, 651, 927]
hannah-only: ONLY [184, 184, 327, 201]
hannah-item: LADIES BLACK BUTTON SHOE—7/6. [184, 535, 327, 559]
hat-icon [347, 522, 487, 580]
property-listing: £195.—Half-acre corner, two sections, in Aberdeen Road. One of the choicest building sites in Gisborne. Cash. [184, 1188, 327, 1220]
hannah-brother: TO BROTHER [184, 368, 327, 385]
act-item [506, 216, 651, 237]
electors-heading: ELECTORS [506, 90, 651, 112]
buy-word: YOU [340, 276, 497, 314]
list-item: Monowai, Auckland, Nov. 22. [30, 692, 175, 703]
hannah-paragraph: UNIONISTS—You have been told to buy Boots and Shoes made [184, 159, 327, 180]
adair-name: Adair [336, 408, 497, 438]
divider [516, 160, 641, 161]
projected-list [30, 753, 175, 856]
act-body: Limiting the Hours of Work, and Providing for Weekly Half-Holiday. [506, 322, 651, 342]
hannah-line: FROM US YOU ARE GIVING EMPLOYMENT [184, 340, 327, 364]
hats-latest: THE LATEST SHAPES in LOUNGE FELTS, in Greens, Browns, and Drabs. [336, 729, 497, 765]
list-item: Victoria, Auckland, Nov. 14. [30, 753, 175, 764]
price-value: 4/6 5/6 6/6 [462, 685, 497, 696]
sailed-paragraph: Rakaia, s.s. (10.30 p.m.), 5628 tons, Barnes, for South. [30, 573, 175, 594]
reynolds-line: COME AND SEE THEM. [336, 1207, 497, 1219]
boys-at: AT [184, 882, 327, 894]
